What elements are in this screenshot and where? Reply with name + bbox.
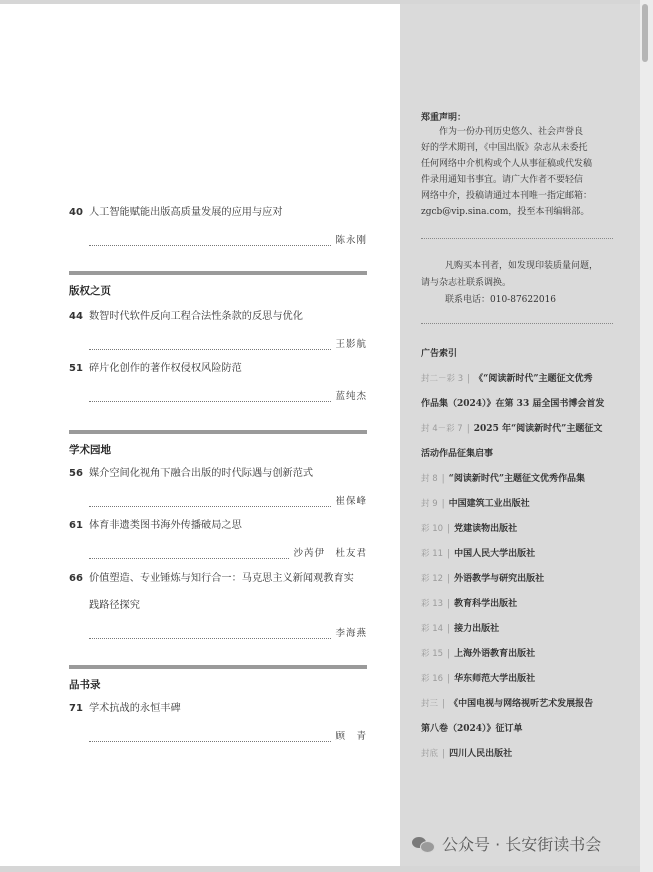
ad-separator: |	[441, 474, 445, 484]
ad-item[interactable]	[421, 567, 621, 592]
ad-separator: |	[447, 574, 451, 584]
ad-position: 彩 12	[421, 574, 444, 584]
ad-position: 封 9	[421, 499, 438, 509]
ad-separator: |	[447, 624, 451, 634]
article-author: 李海燕	[335, 628, 367, 639]
article-author: 陈永刚	[335, 235, 367, 246]
ad-name: 党建读物出版社	[454, 524, 518, 534]
section-header	[69, 665, 367, 692]
article-author: 王影航	[335, 339, 367, 350]
ad-name: 2025 年“阅读新时代”主题征文	[473, 424, 603, 434]
ad-item[interactable]	[421, 467, 621, 492]
ad-name: 《中国电视与网络视听艺术发展报告	[449, 699, 594, 709]
wechat-icon	[412, 835, 434, 853]
ad-name-continued: 第八卷（2024）》征订单	[421, 724, 523, 734]
page-number: 40	[69, 207, 83, 218]
ad-name: 教育科学出版社	[454, 599, 518, 609]
page-number: 66	[69, 573, 83, 584]
article-title: 媒介空间化视角下融合出版的时代际遇与创新范式	[89, 468, 314, 479]
ad-name: 接力出版社	[454, 624, 500, 634]
divider	[421, 323, 613, 324]
article-author: 顾 青	[335, 731, 367, 742]
ad-item[interactable]	[421, 742, 621, 767]
ad-name: 四川人民出版社	[449, 749, 513, 759]
ad-name: “阅读新时代”主题征文优秀作品集	[448, 474, 586, 484]
ad-position: 封三	[421, 699, 439, 709]
section-bar	[69, 430, 367, 434]
notice-line: 作为一份办刊历史悠久、社会声誉良	[439, 127, 584, 137]
ad-position: 封 8	[421, 474, 438, 484]
ad-item[interactable]	[421, 417, 621, 467]
ad-position: 彩 14	[421, 624, 444, 634]
toc-entry[interactable]	[69, 307, 367, 350]
ad-separator: |	[466, 424, 470, 434]
ad-separator: |	[442, 749, 446, 759]
ad-item[interactable]	[421, 367, 621, 417]
divider	[421, 238, 613, 239]
ad-separator: |	[442, 699, 446, 709]
page-number: 61	[69, 520, 83, 531]
ad-name: 上海外语教育出版社	[454, 649, 536, 659]
ad-item[interactable]	[421, 692, 621, 742]
leader-dots	[89, 239, 331, 246]
scrollbar-thumb[interactable]	[642, 4, 648, 62]
ad-separator: |	[467, 374, 471, 384]
ad-item[interactable]	[421, 667, 621, 692]
article-author: 沙芮伊 杜友君	[293, 548, 367, 559]
article-title: 数智时代软件反向工程合法性条款的反思与优化	[89, 311, 303, 322]
article-title: 人工智能赋能出版高质量发展的应用与应对	[89, 207, 283, 218]
ad-item[interactable]	[421, 542, 621, 567]
ad-separator: |	[447, 524, 451, 534]
toc-entry[interactable]	[69, 359, 367, 402]
article-title: 学术抗战的永恒丰碑	[89, 703, 181, 714]
notice-title: 郑重声明：	[421, 113, 467, 123]
ad-item[interactable]	[421, 517, 621, 542]
contact-phone: 联系电话：010-87622016	[445, 295, 557, 305]
ad-item[interactable]	[421, 617, 621, 642]
page-number: 51	[69, 363, 83, 374]
ad-separator: |	[447, 549, 451, 559]
ad-separator: |	[447, 674, 451, 684]
ad-separator: |	[441, 499, 445, 509]
article-title: 碎片化创作的著作权侵权风险防范	[89, 363, 242, 374]
article-author: 蓝纯杰	[335, 391, 367, 402]
ad-position: 彩 13	[421, 599, 444, 609]
purchase-line: 请与杂志社联系调换。	[421, 278, 512, 288]
ad-item[interactable]	[421, 592, 621, 617]
leader-dots	[89, 343, 331, 350]
section-title: 学术园地	[69, 444, 111, 456]
leader-dots	[89, 395, 331, 402]
ad-position: 封二－彩 3	[421, 374, 464, 384]
notice-line: 网络中介，投稿请通过本刊唯一指定邮箱：	[421, 191, 593, 201]
section-header	[69, 430, 367, 457]
notice-line: 件录用通知书事宜。请广大作者不要轻信	[421, 175, 584, 185]
page-number: 44	[69, 311, 83, 322]
purchase-notice	[421, 258, 617, 309]
ad-name: 《“阅读新时代”主题征文优秀	[474, 374, 593, 384]
article-title-continued: 践路径探究	[89, 600, 140, 611]
ad-name: 华东师范大学出版社	[454, 674, 536, 684]
page-number: 56	[69, 468, 83, 479]
notice-line: 好的学术期刊，《中国出版》杂志从未委托	[421, 143, 588, 153]
section-bar	[69, 665, 367, 669]
section-header	[69, 271, 367, 298]
toc-entry[interactable]	[69, 699, 367, 742]
section-title: 版权之页	[69, 285, 111, 297]
ad-item[interactable]	[421, 492, 621, 517]
notice-line: 任何网络中介机构或个人从事征稿或代发稿	[421, 159, 593, 169]
ad-position: 彩 10	[421, 524, 444, 534]
ad-separator: |	[447, 649, 451, 659]
ad-item[interactable]	[421, 642, 621, 667]
leader-dots	[89, 500, 331, 507]
ad-name: 中国建筑工业出版社	[448, 499, 530, 509]
ad-position: 封底	[421, 749, 439, 759]
toc-entry[interactable]	[69, 203, 367, 246]
ad-name-continued: 作品集（2024）》在第 33 届全国书博会首发	[421, 399, 605, 409]
ad-position: 彩 11	[421, 549, 444, 559]
toc-entry[interactable]	[69, 569, 367, 639]
ad-name: 中国人民大学出版社	[454, 549, 536, 559]
notice-body	[421, 124, 617, 220]
ad-position: 封 4－彩 7	[421, 424, 463, 434]
leader-dots	[89, 552, 289, 559]
page-number: 71	[69, 703, 83, 714]
leader-dots	[89, 632, 331, 639]
ad-position: 彩 15	[421, 649, 444, 659]
watermark	[412, 832, 601, 855]
scrollbar[interactable]	[640, 0, 653, 872]
ad-index-title: 广告索引	[421, 349, 458, 359]
ad-separator: |	[447, 599, 451, 609]
ad-name: 外语教学与研究出版社	[454, 574, 545, 584]
section-title: 品书录	[69, 679, 101, 691]
toc-entry[interactable]	[69, 516, 367, 559]
section-bar	[69, 271, 367, 275]
ad-position: 彩 16	[421, 674, 444, 684]
toc-entry[interactable]	[69, 464, 367, 507]
ad-name-continued: 活动作品征集启事	[421, 449, 494, 459]
watermark-text: 公众号 · 长安街读书会	[442, 835, 602, 854]
article-author: 崔保峰	[335, 496, 367, 507]
article-title: 体育非遗类图书海外传播破局之思	[89, 520, 242, 531]
notice-line: zgcb@vip.sina.com，投至本刊编辑部。	[421, 207, 590, 217]
leader-dots	[89, 735, 331, 742]
article-title: 价值塑造、专业锤炼与知行合一：马克思主义新闻观教育实	[89, 573, 354, 584]
purchase-line: 凡购买本刊者，如发现印装质量问题，	[445, 261, 599, 271]
